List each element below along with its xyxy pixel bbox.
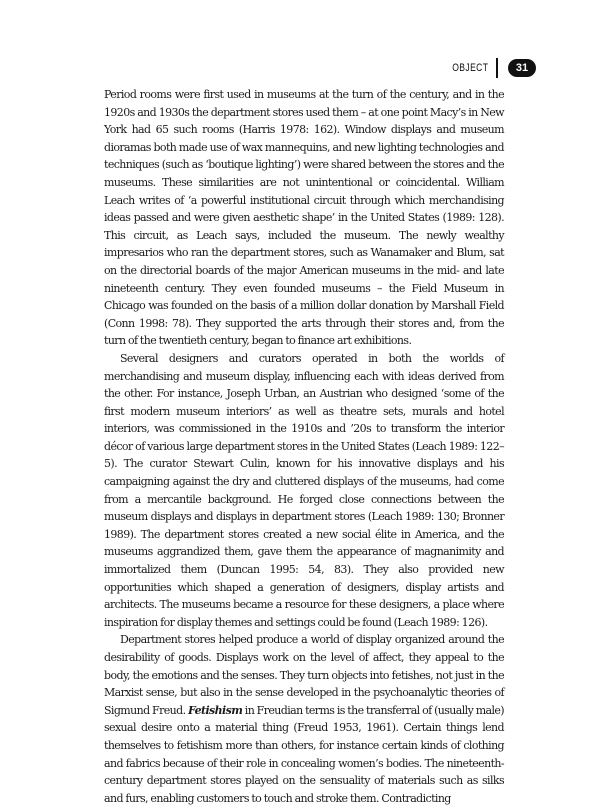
paragraph-2: Several designers and curators operated in both the worlds of merchandising and museum display, influencing each with ideas derived from the other. For instance, Joseph Urban, an Austrian who designed ‘some of the first modern museum interiors’ as well as theatre sets, murals and hotel interiors, was commissioned in the 1910s and ’20s to transform the interior décor of various large department stores in the United States (Leach 1989: 122–5). The curator Stewart Culin, known for his innovative displays and his campaigning against the dry and cluttered displays of the museums, had come from a mercantile background. He forged close connections between the museum displays and displays in department stores (Leach 1989: 130; Bronner 1989). The department stores created a new social élite in America, and the museums aggrandized them, gave them the appearance of magnanimity and immortalized them (Duncan 1995: 54, 83). They also provided new opportunities which shaped a generation of designers, display artists and architects. The museums became a resource for these designers, a place where inspiration for display themes and settings could be found (Leach 1989: 126).: [104, 351, 504, 629]
running-head: OBJECT: [451, 62, 488, 74]
page-number: 31: [508, 59, 536, 77]
header-divider: [496, 58, 498, 78]
paragraph-1: Period rooms were first used in museums at the turn of the century, and in the 1920s and 1930s the department stores used them – at one point Macy’s in New York had 65 such rooms (Harris 1978: 162). Window displays and museum dioramas both made use of wax mannequins, and new lighting technologies and techniques (such as ‘boutique lighting’) were shared between the stores and the museums. These similarities are not unintentional or coincidental. William Leach writes of ‘a powerful institutional circuit through which merchandising ideas passed and were given aesthetic shape’ in the United States (1989: 128). This circuit, as Leach says, included the museum. The newly wealthy impresarios who ran the department stores, such as Wanamaker and Blum, sat on the directorial boards of the major American museums in the mid- and late nineteenth century. They even founded museums – the Field Museum in Chicago was founded on the basis of a million dollar donation by Marshall Field (Conn 1998: 78). They supported the arts through their stores and, from the turn of the twentieth century, began to finance art exhibitions.: [104, 88, 504, 348]
paragraph-3: [104, 631, 504, 807]
body-text: [104, 86, 504, 807]
page-header: [442, 56, 536, 80]
paragraph-3-before: Department stores helped produce a world of display organized around the desirability of goods. Displays work on the level of affect, they appeal to the body, the emotions and the senses. They turn objects into fetishes, not just in the Marxist sense, but also in the sense developed in the psychoanalytic theories of Sigmund Freud.: [104, 633, 504, 717]
term-fetishism: Fetishism: [187, 703, 243, 717]
paragraph-3-after: in Freudian terms is the transferral of (usually male) sexual desire onto a material thing (Freud 1953, 1961). Certain things lend themselves to fetishism more than others, for instance certain kinds of clothing and fabrics because of their role in concealing women’s bodies. The nineteenth-century department stores played on the sensuality of materials such as silks and furs, enabling customers to touch and stroke them. Contradicting: [104, 703, 504, 805]
